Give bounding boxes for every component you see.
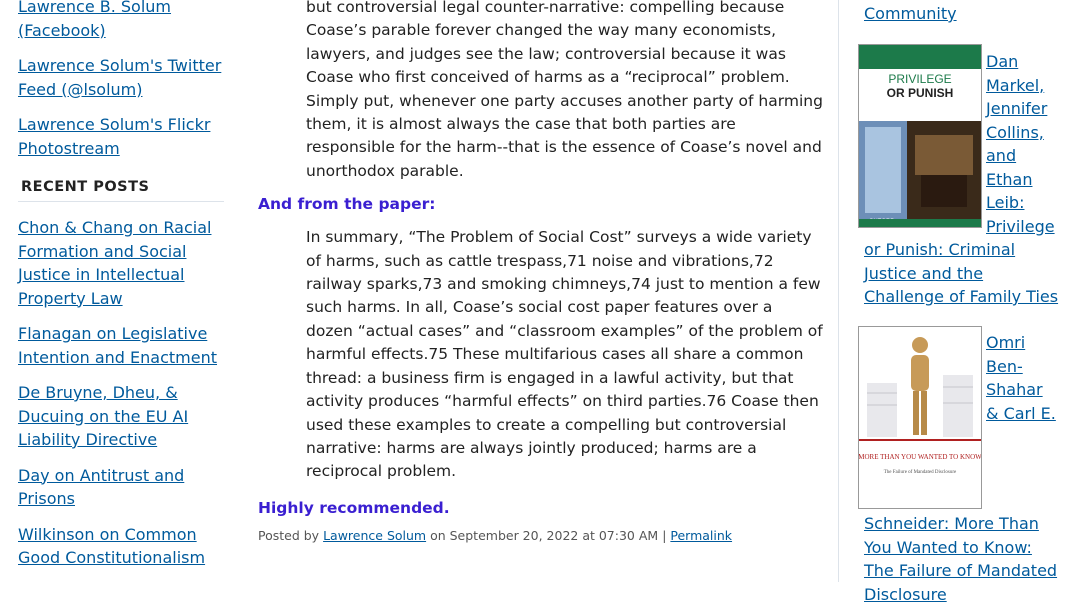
footer-separator: |: [662, 527, 667, 543]
recent-post-link[interactable]: Wilkinson on Common Good Constitutionalism: [18, 524, 206, 567]
recent-posts-heading: RECENT POSTS: [18, 170, 224, 202]
recent-post-link[interactable]: De Bruyne, Dheu, & Ducuing on the EU AI Liability Directive: [18, 383, 189, 449]
posted-by-label: Posted by: [258, 527, 320, 543]
recent-post-link[interactable]: Chon & Chang on Racial Formation and Social Justice in Intellectual Property Law: [18, 218, 212, 308]
column-divider: [838, 0, 839, 582]
post-body: [258, 0, 823, 543]
recent-post-link[interactable]: Day on Antitrust and Prisons: [18, 465, 185, 508]
cover-subtitle: The Failure of Mandated Disclosure: [883, 470, 957, 475]
recent-post-link[interactable]: Flanagan on Legislative Intention and Enactment: [18, 324, 218, 367]
book-cover-art: [859, 45, 981, 227]
quote-blogger: but controversial legal counter-narrative: compelling because Coase’s parable forever changed the way many economists, lawyers, and judges see the law; controversial because it was Coase who first conceived of harms as a “reciprocal” problem. Simply put, whenever one party accuses another party of harming them, it is almost always the case that both parties are responsible for the harm--that is the essence of Coase’s novel and unorthodox parable.: [306, 0, 823, 180]
cover-title-1: PRIVILEGE: [888, 72, 952, 86]
community-link[interactable]: Community: [864, 4, 957, 23]
post-date: on September 20, 2022 at 07:30 AM: [430, 527, 659, 543]
flickr-link[interactable]: Lawrence Solum's Flickr Photostream: [18, 115, 211, 158]
book-cover-art: [859, 327, 981, 508]
book-link-more-than-you-wanted[interactable]: Omri Ben-Shahar & Carl E. Schneider: More Than You Wanted to Know: The Failure of Mandated Disclosure: [864, 333, 1058, 604]
cover-title: MORE THAN YOU WANTED TO KNOW: [859, 453, 981, 461]
permalink-link[interactable]: Permalink: [670, 527, 733, 543]
cover-title-2: OR PUNISH: [886, 86, 954, 100]
twitter-link[interactable]: Lawrence Solum's Twitter Feed (@lsolum): [18, 56, 222, 99]
recommendation: Highly recommended.: [258, 498, 450, 517]
book-cover-privilege-or-punish[interactable]: [858, 44, 982, 228]
facebook-link[interactable]: Lawrence B. Solum (Facebook): [18, 0, 172, 40]
post-footer: [258, 528, 823, 543]
quote-paper: In summary, “The Problem of Social Cost” surveys a wide variety of harms, such as cattle trespass,71 noise and vibrations,72 railway sparks,73 and smoking chimneys,74 just to mention a few such harms. In all, Coase’s social cost paper features over a dozen “actual cases” and “classroom examples” of the problem of harmful effects.75 These multifarious cases all share a common thread: a business firm is engaged in a lawful activity, but that activity produces “harmful effects” on third parties.76 Coase then used these examples to create a compelling but controversial narrative: harms are always jointly produced; harms are a reciprocal problem.: [306, 228, 823, 481]
from-paper-heading: And from the paper:: [258, 195, 436, 214]
book-link-privilege-or-punish[interactable]: Dan Markel, Jennifer Collins, and Ethan Leib: Privilege or Punish: Criminal Justice and the Challenge of Family Ties: [864, 52, 1059, 306]
left-sidebar: [18, 0, 228, 582]
book-cover-more-than-you-wanted[interactable]: [858, 326, 982, 509]
author-link[interactable]: Lawrence Solum: [323, 527, 427, 543]
